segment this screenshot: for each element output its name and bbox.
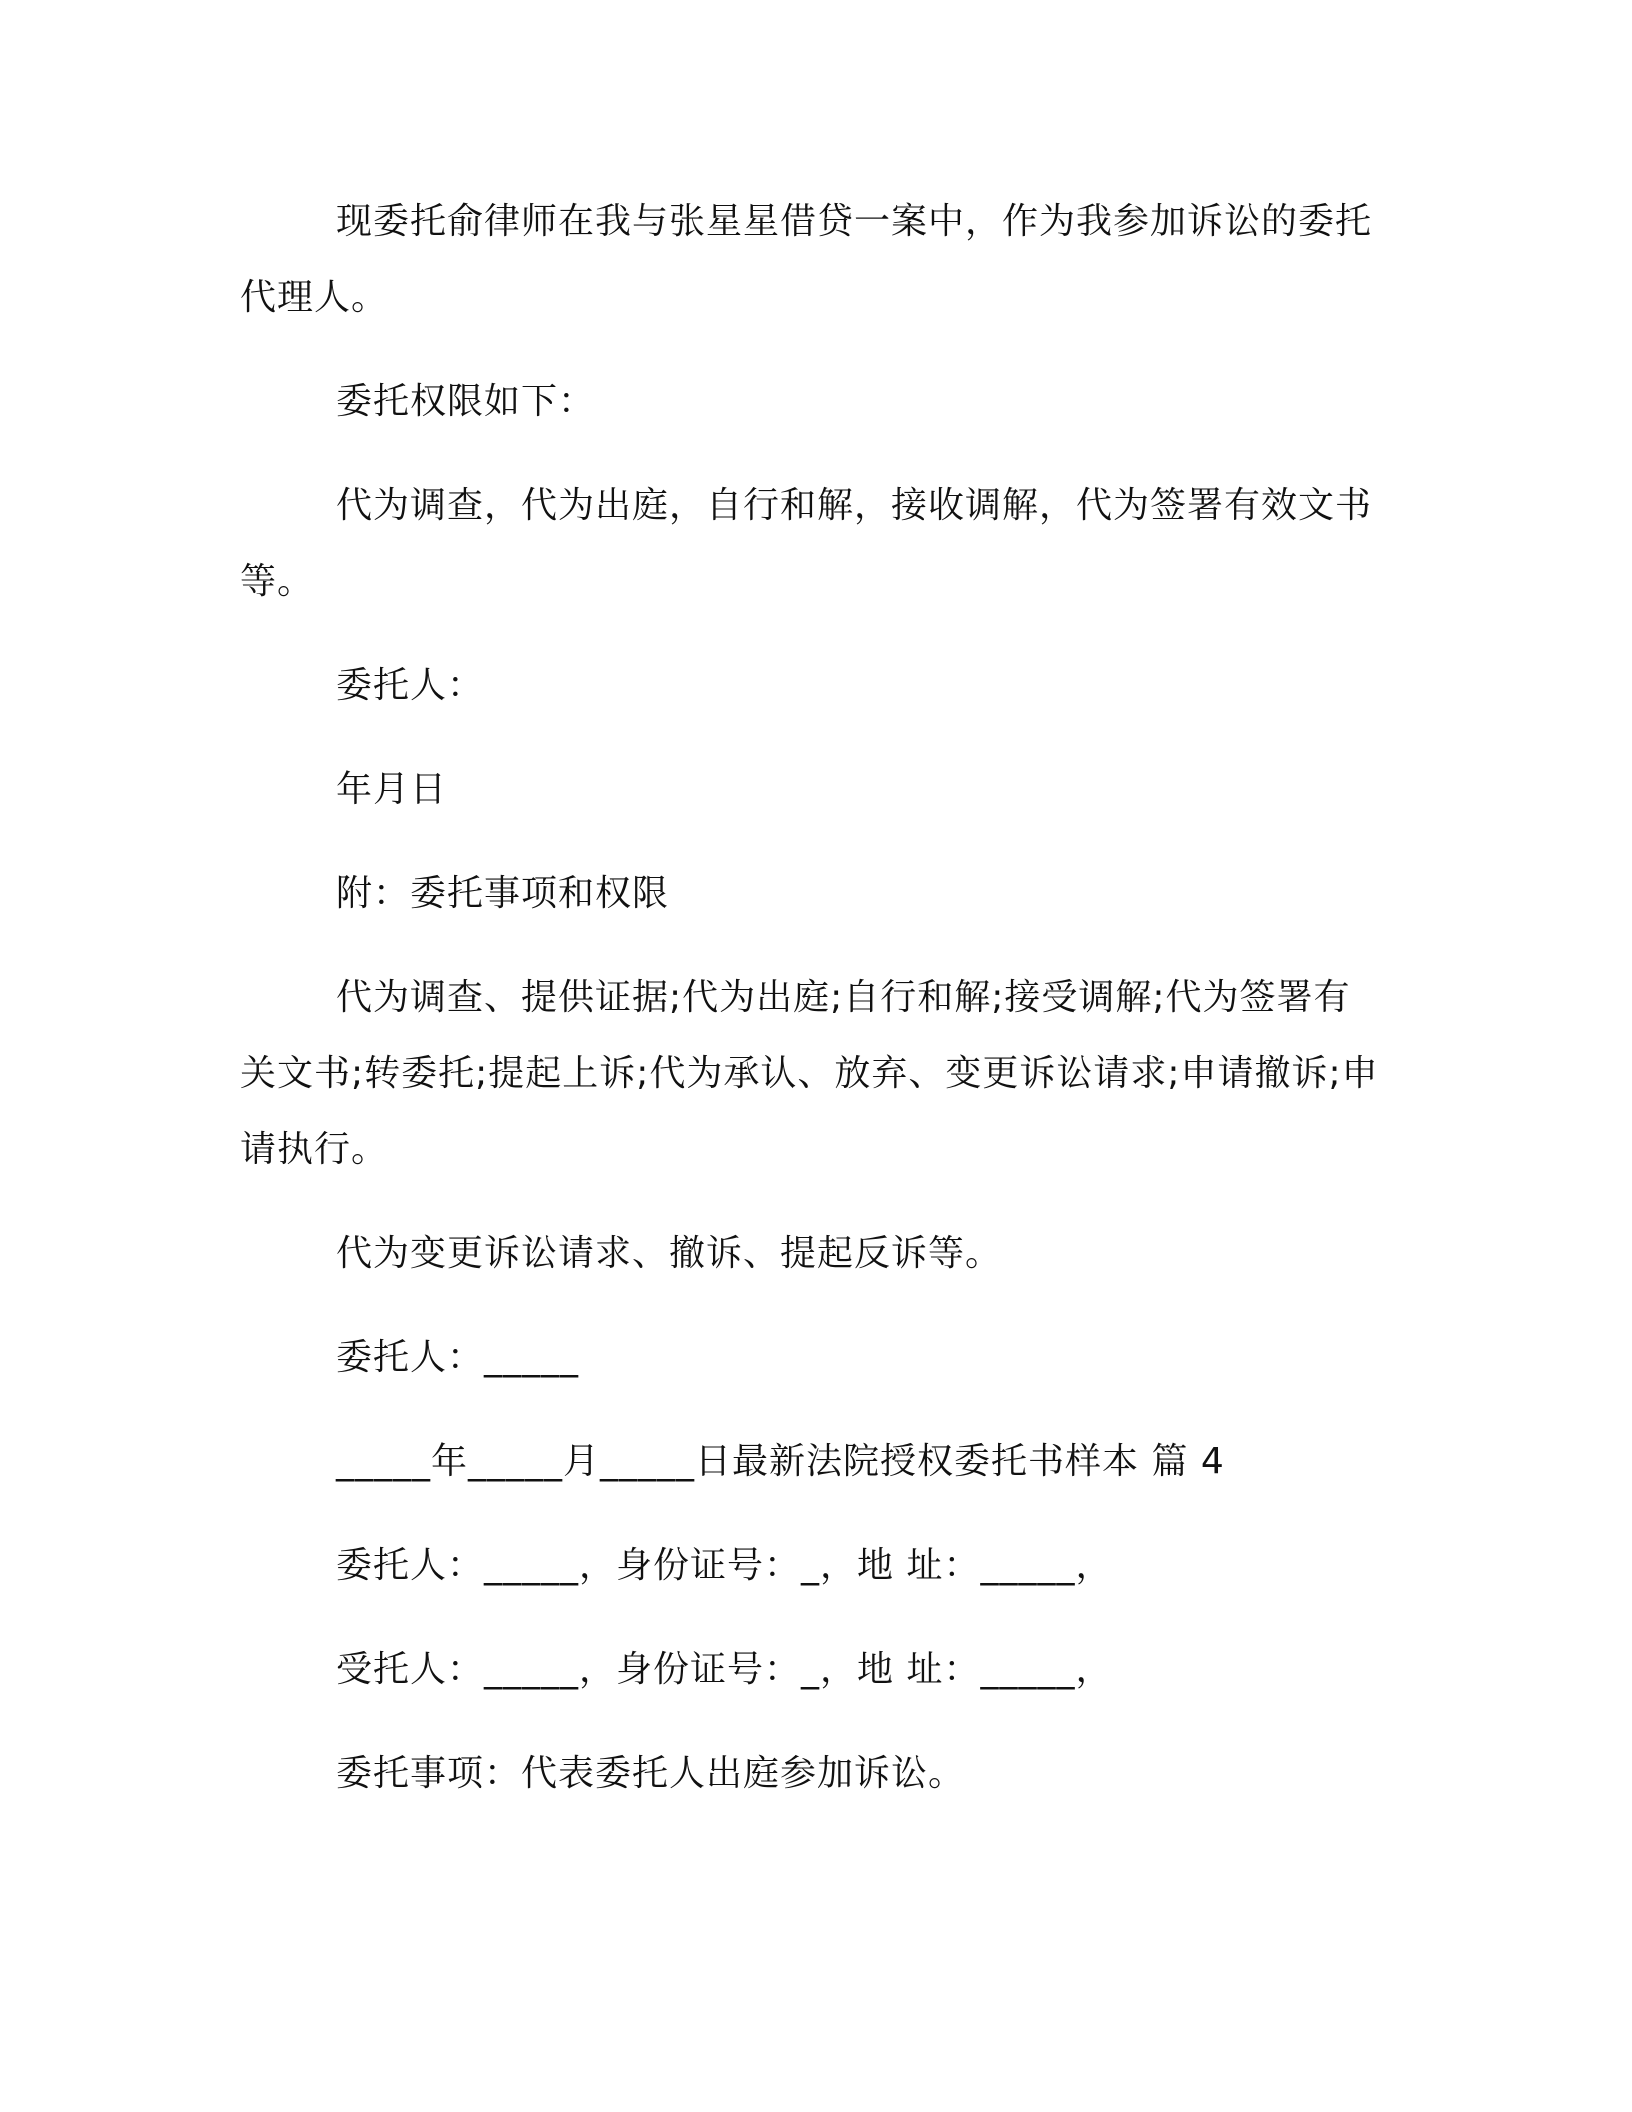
paragraph-principal-blank: 委托人：_____ [336, 1337, 580, 1378]
paragraph-date-and-section-title: _____年_____月_____日最新法院授权委托书样本 篇 4 [336, 1441, 1225, 1482]
paragraph-agent-info: 受托人：_____，身份证号：_，地 址：_____， [336, 1649, 1113, 1690]
paragraph-authority-heading: 委托权限如下： [336, 381, 596, 422]
paragraph-attachment-details: 代为调查、提供证据;代为出庭;自行和解;接受调解;代为签署有关文书;转委托;提起上诉;代为承认、放弃、变更诉讼请求;申请撤诉;申请执行。 [240, 977, 1379, 1170]
paragraph-principal-signature: 委托人： [336, 665, 485, 706]
paragraph-appointment: 现委托俞律师在我与张星星借贷一案中，作为我参加诉讼的委托代理人。 [240, 201, 1373, 318]
paragraph-principal-info: 委托人：_____，身份证号：_，地 址：_____， [336, 1545, 1113, 1586]
paragraph-attachment-heading: 附：委托事项和权限 [336, 873, 670, 914]
paragraph-date: 年月日 [336, 769, 448, 810]
document-body [240, 184, 1380, 1812]
paragraph-authority-scope: 代为调查，代为出庭，自行和解，接收调解，代为签署有效文书等。 [240, 485, 1373, 602]
paragraph-change-claims: 代为变更诉讼请求、撤诉、提起反诉等。 [336, 1233, 1003, 1274]
paragraph-entrusted-matters: 委托事项：代表委托人出庭参加诉讼。 [336, 1753, 966, 1794]
